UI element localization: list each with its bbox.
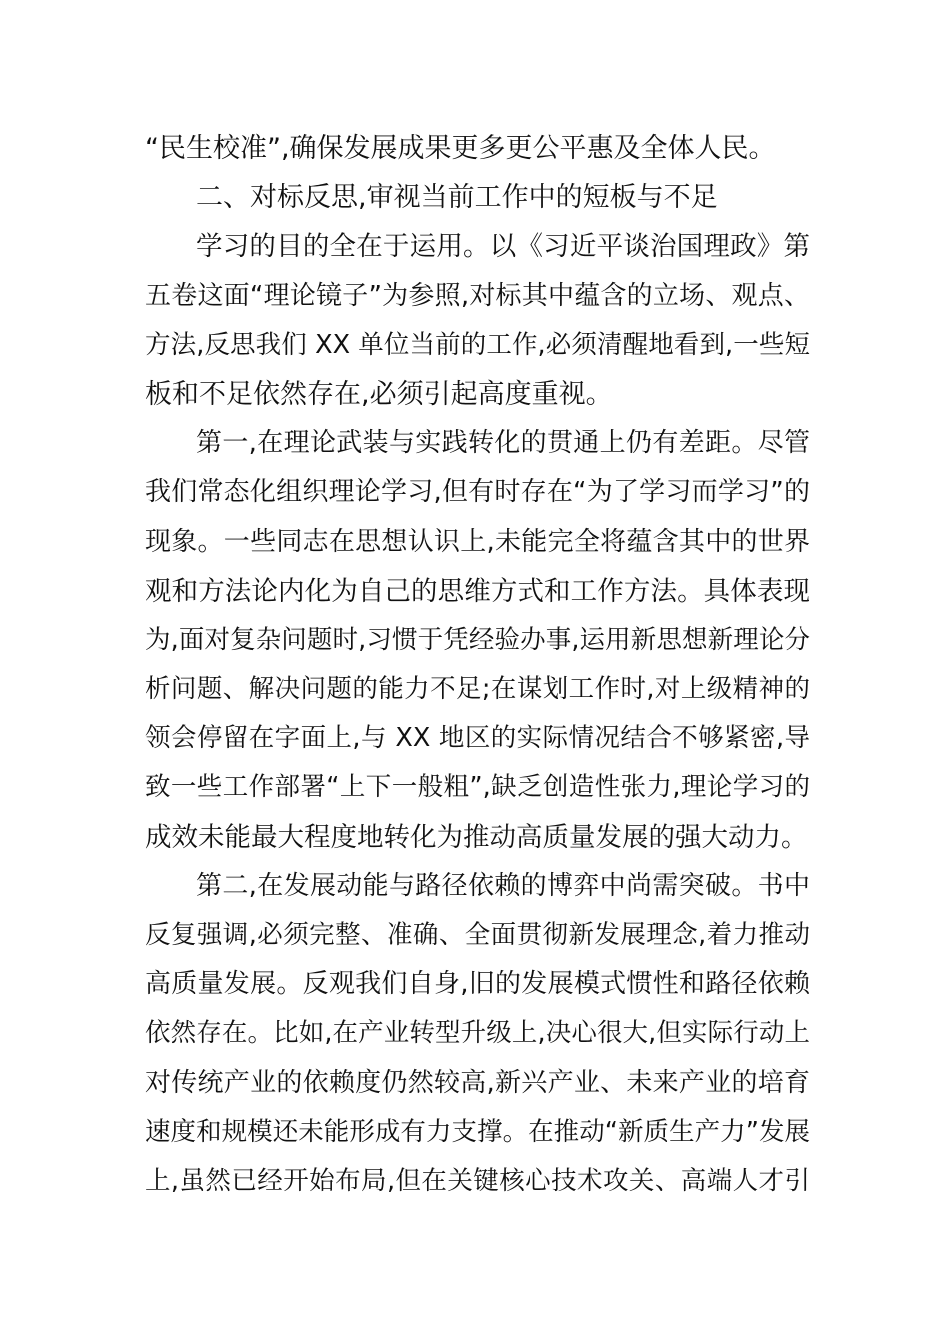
text-line: 高质量发展。反观我们自身,旧的发展模式惯性和路径依赖 [145, 969, 810, 1000]
text-line: 第二,在发展动能与路径依赖的博弈中尚需突破。书中 [196, 870, 810, 901]
text-line: 对传统产业的依赖度仍然较高,新兴产业、未来产业的培育 [145, 1067, 810, 1098]
text-line: 成效未能最大程度地转化为推动高质量发展的强大动力。 [145, 821, 808, 853]
text-line: 速度和规模还未能形成有力支撑。在推动“新质生产力”发展 [145, 1116, 810, 1147]
text-line: 现象。一些同志在思想认识上,未能完全将蕴含其中的世界 [145, 526, 810, 557]
text-line: 学习的目的全在于运用。以《习近平谈治国理政》第 [196, 231, 810, 263]
text-line: 观和方法论内化为自己的思维方式和工作方法。具体表现 [145, 575, 810, 607]
text-line: 板和不足依然存在,必须引起高度重视。 [145, 378, 613, 410]
text-line: 析问题、解决问题的能力不足;在谋划工作时,对上级精神的 [145, 674, 810, 705]
text-line: “民生校准”,确保发展成果更多更公平惠及全体人民。 [145, 133, 776, 164]
text-line: 方法,反思我们 XX 单位当前的工作,必须清醒地看到,一些短 [145, 329, 810, 360]
section-heading: 二、对标反思,审视当前工作中的短板与不足 [196, 182, 718, 214]
text-line: 领会停留在字面上,与 XX 地区的实际情况结合不够紧密,导 [145, 723, 810, 754]
text-line: 五卷这面“理论镜子”为参照,对标其中蕴含的立场、观点、 [145, 280, 810, 311]
text-line: 致一些工作部署“上下一般粗”,缺乏创造性张力,理论学习的 [145, 772, 810, 803]
text-line: 第一,在理论武装与实践转化的贯通上仍有差距。尽管 [196, 428, 810, 459]
text-line: 依然存在。比如,在产业转型升级上,决心很大,但实际行动上 [145, 1018, 810, 1049]
text-line: 上,虽然已经开始布局,但在关键核心技术攻关、高端人才引 [145, 1165, 810, 1196]
document-body [145, 124, 810, 1206]
text-line: 反复强调,必须完整、准确、全面贯彻新发展理念,着力推动 [145, 920, 810, 950]
text-line: 为,面对复杂问题时,习惯于凭经验办事,运用新思想新理论分 [145, 624, 810, 655]
text-line: 我们常态化组织理论学习,但有时存在“为了学习而学习”的 [145, 477, 810, 508]
